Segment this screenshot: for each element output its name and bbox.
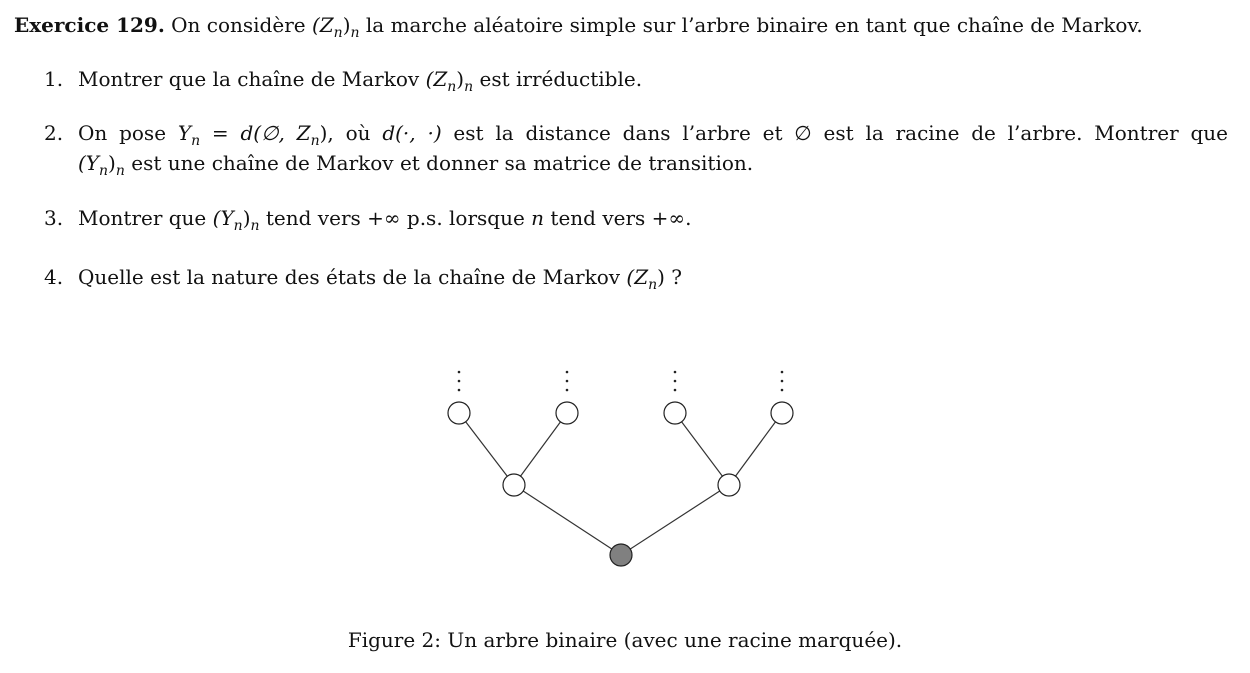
- ellipsis-dot: [458, 389, 461, 392]
- ellipsis-dot: [674, 380, 677, 383]
- ellipsis-dot: [674, 371, 677, 374]
- question-text-part: tend vers +∞ p.s. lorsque: [259, 206, 532, 230]
- question-number: 2.: [44, 121, 64, 145]
- math-sub: n: [350, 25, 360, 41]
- tree-leaf-node: [664, 402, 686, 424]
- math-yn: Y: [177, 121, 192, 145]
- question-text-part: Montrer que la chaîne de Markov: [78, 67, 426, 91]
- math-paren: ): [456, 67, 465, 91]
- ellipsis-dot: [781, 380, 784, 383]
- ellipsis-dot: [781, 389, 784, 392]
- question-text-part: Quelle est la nature des états de la chaîne de Markov: [78, 265, 627, 289]
- math-sub: n: [310, 133, 320, 149]
- tree-node: [503, 474, 525, 496]
- figure-caption: Figure 2: Un arbre binaire (avec une racine marquée).: [347, 628, 903, 652]
- math-sub: n: [99, 163, 109, 179]
- question-text-part: où: [333, 121, 383, 145]
- math-zn: (Z: [626, 265, 649, 289]
- math-sub: n: [648, 277, 658, 293]
- tree-continuation-ellipsis: [781, 371, 784, 392]
- math-sub: n: [115, 163, 125, 179]
- math-sub: n: [250, 218, 260, 234]
- math-yn: (Y: [212, 206, 234, 230]
- math-paren: ): [108, 151, 116, 175]
- tree-edge: [459, 413, 514, 485]
- tree-node: [718, 474, 740, 496]
- math-paren: ): [342, 13, 351, 37]
- math-zn: (Z: [425, 67, 448, 91]
- tree-edge: [729, 413, 782, 485]
- question-text-part: est la distance dans l’arbre et ∅ est la racine de l’arbre. Montrer que: [441, 121, 1228, 145]
- tree-leaf-node: [771, 402, 793, 424]
- math-sub: n: [233, 218, 243, 234]
- tree-continuation-ellipsis: [458, 371, 461, 392]
- tree-leaf-node: [556, 402, 578, 424]
- question-number: 4.: [44, 265, 64, 289]
- ellipsis-dot: [566, 371, 569, 374]
- ellipsis-dot: [566, 389, 569, 392]
- ellipsis-dot: [566, 380, 569, 383]
- math-distance-fn: d(·, ·): [382, 121, 442, 145]
- tree-nodes: [448, 402, 793, 566]
- math-zn: (Z: [311, 13, 334, 37]
- tree-continuation-ellipsis: [566, 371, 569, 392]
- tree-root-node: [610, 544, 632, 566]
- question-text-part: tend vers +∞.: [544, 206, 692, 230]
- math-paren: ): [242, 206, 251, 230]
- math-paren: ),: [319, 121, 334, 145]
- math-n: n: [531, 206, 545, 230]
- question-text-part: Montrer que: [78, 206, 213, 230]
- exercise-intro-text-end: la marche aléatoire simple sur l’arbre binaire en tant que chaîne de Markov.: [359, 13, 1143, 37]
- question-number: 3.: [44, 206, 64, 230]
- tree-continuation-ellipsis: [674, 371, 677, 392]
- question-text-part: On pose: [78, 121, 178, 145]
- question-number: 1.: [44, 67, 64, 91]
- math-yn: (Y: [78, 151, 100, 175]
- math-sub: n: [333, 25, 343, 41]
- tree-edge-root-right: [621, 485, 729, 555]
- tree-edge: [675, 413, 729, 485]
- math-distance: = d(∅, Z: [200, 121, 311, 145]
- math-sub: n: [447, 79, 457, 95]
- ellipsis-dot: [674, 389, 677, 392]
- question-text-part: est une chaîne de Markov et donner sa matrice de transition.: [124, 151, 754, 175]
- exercise-intro-text: On considère: [171, 13, 312, 37]
- ellipsis-dot: [781, 371, 784, 374]
- tree-edge: [514, 413, 567, 485]
- math-paren: ): [657, 265, 665, 289]
- ellipsis-dot: [458, 371, 461, 374]
- math-sub: n: [464, 79, 474, 95]
- question-text-part: est irréductible.: [473, 67, 643, 91]
- tree-leaf-node: [448, 402, 470, 424]
- tree-continuation-dots: [458, 371, 784, 392]
- tree-edge-root-left: [514, 485, 621, 555]
- exercise-title: Exercice 129.: [14, 13, 165, 37]
- math-sub: n: [191, 133, 201, 149]
- ellipsis-dot: [458, 380, 461, 383]
- question-text-part: ?: [664, 265, 683, 289]
